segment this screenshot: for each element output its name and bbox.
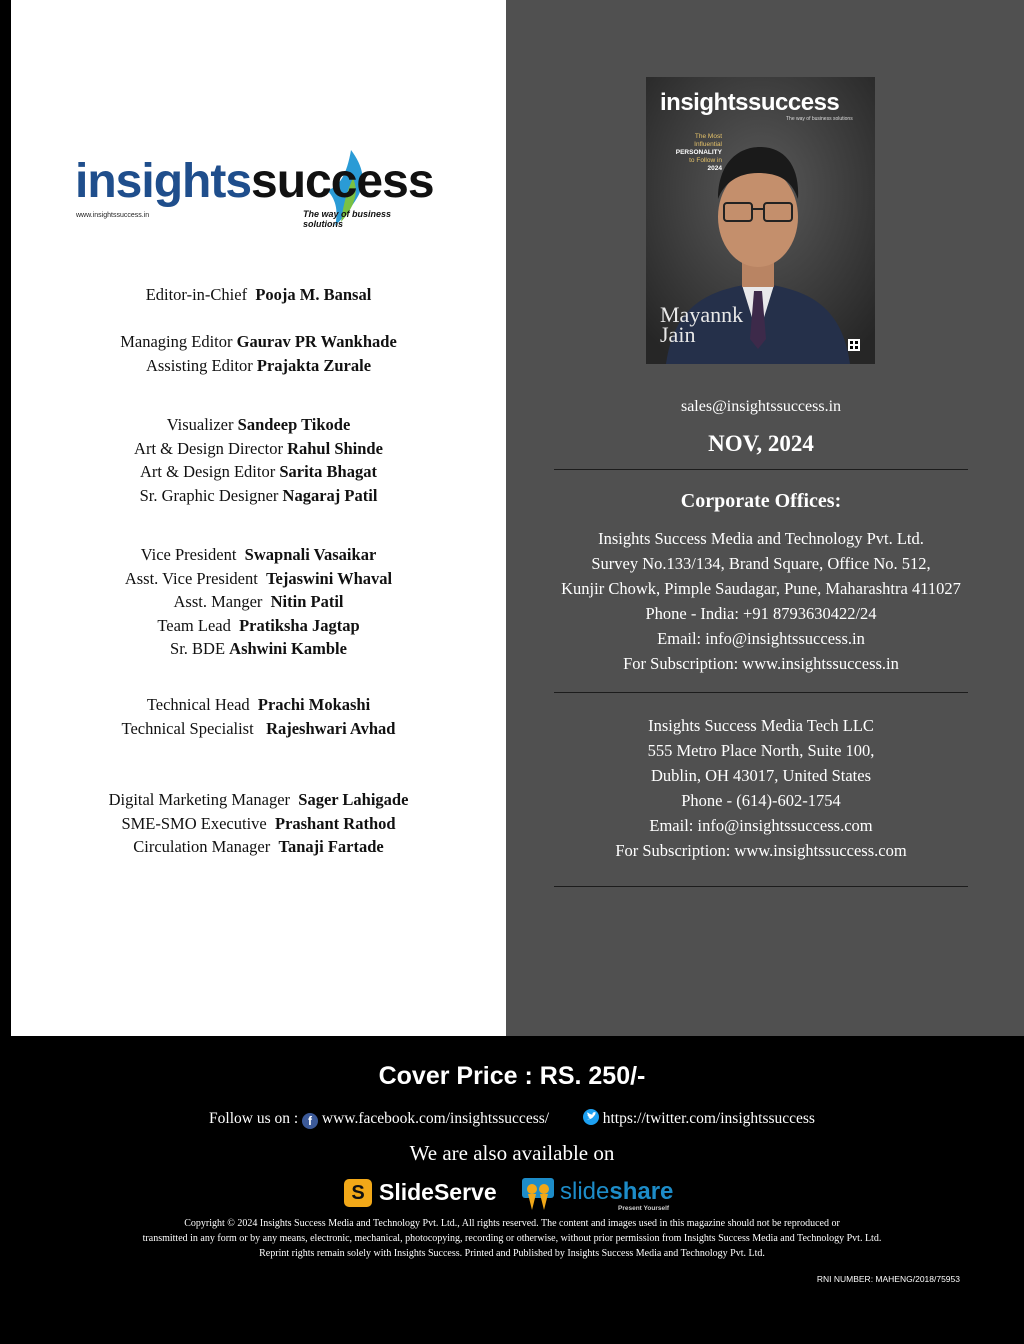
staff-row [11,330,506,354]
logo-wordmark [75,156,434,208]
staff-name: Tanaji Fartade [278,837,384,857]
staff-group-editor-in-chief [11,283,506,307]
cover-headline-line: PERSONALITY [675,149,722,156]
office-line: Email: info@insightssuccess.in [657,629,865,648]
staff-row [11,543,506,567]
copyright-line: Reprint rights remain solely with Insights Success. Printed and Published by Insights Success Media and Technology Pvt. Ltd. [259,1248,765,1259]
staff-role: Visualizer [166,415,234,434]
cover-headline-line: The Most [694,133,722,140]
staff-role: SME-SMO Executive [121,813,267,833]
slideshare-icon [520,1176,556,1212]
office-line: Insights Success Media Tech LLC [648,716,874,735]
staff-role: Assisting Editor [145,355,253,375]
facebook-link[interactable]: www.facebook.com/insightssuccess/ [321,1110,550,1127]
slideshare-logo[interactable] [520,1174,674,1214]
office-line: Kunjir Chowk, Pimple Saudagar, Pune, Maharashtra 411027 [561,579,961,598]
slideshare-wordmark [560,1178,673,1206]
staff-name: Ashwini Kamble [229,639,347,659]
corporate-offices-heading: Corporate Offices: [680,490,842,512]
staff-row [11,717,506,741]
staff-name: Tejaswini Whaval [266,568,393,588]
copyright-line: Copyright © 2024 Insights Success Media and Technology Pvt. Ltd., All rights reserved. The content and images used in this magazine should not be reproduced or [184,1218,840,1229]
copyright-notice [0,1216,1024,1261]
staff-row [11,484,506,508]
staff-name: Nagaraj Patil [282,485,378,505]
divider [554,469,968,470]
staff-role: Art & Design Director [134,438,283,458]
slideserve-icon: S [344,1179,372,1207]
logo-tagline: The way of business solutions [303,209,392,229]
office-line: Phone - (614)-602-1754 [681,791,841,810]
cover-headline [660,133,722,173]
twitter-link[interactable]: https://twitter.com/insightssuccess [602,1110,815,1127]
staff-row [11,567,506,591]
issue-date: NOV, 2024 [708,431,814,456]
slideshare-tagline: Present Yourself [618,1205,670,1212]
staff-name: Prajakta Zurale [256,355,372,375]
office-line: Phone - India: +91 8793630422/24 [645,604,877,623]
slideshare-word-b: share [609,1178,674,1205]
staff-row [11,614,506,638]
office-line: Survey No.133/134, Brand Square, Office No. 512, [591,554,931,573]
staff-name: Gaurav PR Wankhade [236,332,397,351]
staff-row [11,835,506,859]
cover-masthead-a: insights [660,89,749,116]
staff-role: Vice President [140,545,237,564]
staff-group-marketing [11,788,506,859]
staff-role: Digital Marketing Manager [108,790,291,809]
staff-role: Technical Specialist [121,718,254,738]
staff-row [11,637,506,661]
staff-group-sales [11,543,506,661]
office-line: For Subscription: www.insightssuccess.in [623,654,899,673]
cover-tagline: The way of business solutions [786,116,853,122]
staff-name: Swapnali Vasaikar [244,545,377,564]
staff-row [11,788,506,812]
logo-url: www.insightssuccess.in [76,212,150,219]
staff-row [11,693,506,717]
staff-row [11,812,506,836]
staff-name: Nitin Patil [270,592,344,612]
staff-group-technical [11,693,506,740]
staff-role: Asst. Manger [173,592,263,612]
staff-role: Asst. Vice President [124,568,258,588]
staff-row [11,460,506,484]
office-line: Email: info@insightssuccess.com [649,816,873,835]
cover-masthead [660,89,839,117]
us-office-block [546,713,976,863]
follow-label: Follow us on : [209,1110,299,1127]
india-office-block [546,526,976,676]
staff-name: Sandeep Tikode [237,415,351,434]
cover-masthead-b: success [748,89,840,116]
copyright-line: transmitted in any form or by any means, electronic, mechanical, photocopying, recording or otherwise, without prior permission from Insights Success Media and Technology Pvt. Ltd. [142,1233,882,1244]
staff-row [11,413,506,437]
cover-person-last: Jain [660,322,696,347]
staff-row [11,590,506,614]
staff-role: Team Lead [157,615,231,635]
cover-person-name [660,302,744,347]
sales-email: sales@insightssuccess.in [680,398,842,415]
divider [554,886,968,887]
staff-row [11,283,506,307]
staff-role: Sr. BDE [170,639,226,659]
staff-row [11,437,506,461]
staff-role: Sr. Graphic Designer [139,485,279,505]
staff-group-editorial [11,330,506,377]
staff-name: Prashant Rathod [274,813,396,833]
available-on-label: We are also available on [409,1141,615,1165]
staff-name: Pratiksha Jagtap [239,615,360,635]
office-line: 555 Metro Place North, Suite 100, [647,741,875,760]
follow-us-row [0,1109,1024,1129]
cover-price: Cover Price : RS. 250/- [378,1062,646,1090]
staff-name: Rahul Shinde [287,438,383,458]
staff-name: Sarita Bhagat [279,462,377,482]
magazine-cover-image [646,77,875,364]
rni-number: RNI NUMBER: MAHENG/2018/75953 [816,1274,960,1284]
staff-role: Technical Head [146,695,250,714]
staff-role: Editor-in-Chief [145,285,248,304]
office-line: For Subscription: www.insightssuccess.com [615,841,907,860]
slideserve-label: SlideServe [379,1179,497,1205]
cover-headline-line: 2024 [707,165,722,172]
twitter-icon[interactable] [583,1109,599,1125]
staff-role: Art & Design Editor [140,462,276,482]
logo-word-success: success [251,155,434,208]
staff-row [11,354,506,378]
staff-name: Rajeshwari Avhad [266,718,396,738]
office-line: Insights Success Media and Technology Pvt. Ltd. [598,529,924,548]
staff-role: Managing Editor [120,332,233,351]
insights-success-logo [75,148,434,230]
staff-group-design [11,413,506,507]
staff-name: Sager Lahigade [298,790,409,809]
staff-name: Prachi Mokashi [257,695,371,714]
slideshare-word-a: slide [560,1178,610,1205]
facebook-icon[interactable]: f [302,1113,318,1129]
office-line: Dublin, OH 43017, United States [651,766,871,785]
cover-headline-line: to Follow in [689,157,722,164]
divider [554,692,968,693]
staff-name: Pooja M. Bansal [255,285,372,304]
cover-headline-line: Influential [694,141,722,148]
cover-person-first: Mayannk [660,302,744,327]
logo-word-insights: insights [75,155,252,208]
staff-role: Circulation Manager [133,837,271,857]
